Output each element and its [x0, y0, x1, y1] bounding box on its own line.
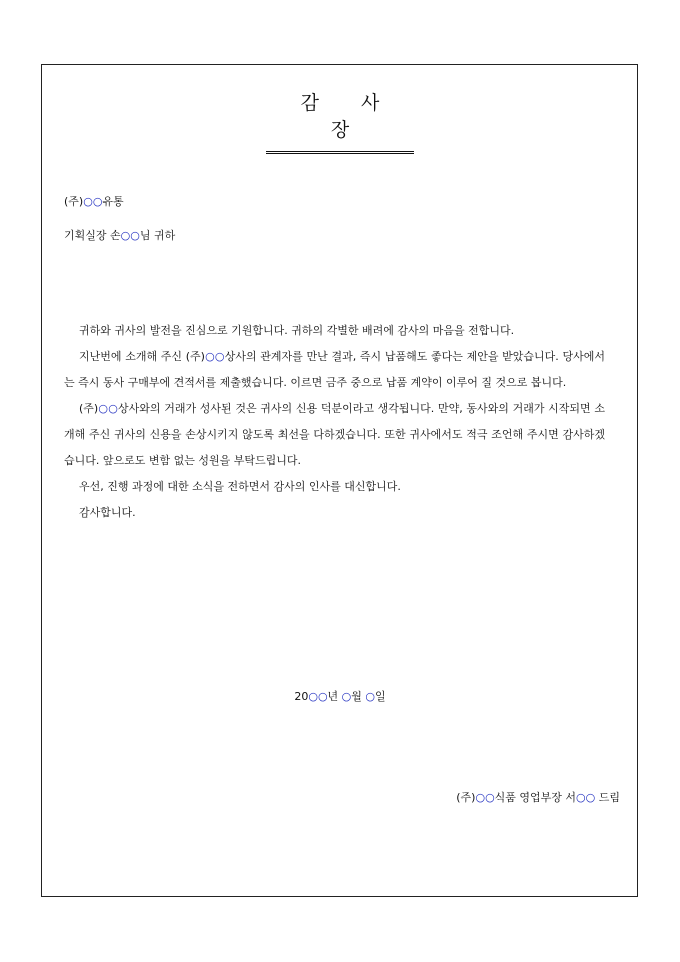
body-paragraph-2: 지난번에 소개해 주신 (주)○○상사의 관계자를 만난 결과, 즉시 납품해도 좋다는 제안을 받았습니다. 당사에서는 즉시 동사 구매부에 견적서를 제출했습니다. 이르면 금주 중으로 납품 계약이 이루어 질 것으로 봅니다. — [64, 350, 605, 389]
recipient-company: (주)○○유통 — [64, 195, 124, 208]
body-paragraph-4: 우선, 진행 과정에 대한 소식을 전하면서 감사의 인사를 대신합니다. — [79, 480, 401, 493]
document-title: 감 사 장 — [266, 88, 414, 154]
sender-signature: (주)○○식품 영업부장 서○○ 드림 — [456, 791, 620, 804]
body-paragraph-3: (주)○○상사와의 거래가 성사된 것은 귀사의 신용 덕분이라고 생각됩니다. 만약, 동사와의 거래가 시작되면 소개해 주신 귀사의 신용을 손상시키지 않도록 최선을 다하겠습니다. 또한 귀사에서도 적극 조언해 주시면 감사하겠습니다. 앞으로도 변함 없는 성원을 부탁드립니다. — [64, 402, 605, 467]
letter-body — [64, 318, 605, 526]
body-paragraph-1: 귀하와 귀사의 발전을 진심으로 기원합니다. 귀하의 각별한 배려에 감사의 마음을 전합니다. — [79, 324, 515, 337]
body-paragraph-5: 감사합니다. — [79, 506, 136, 519]
letter-date: 20○○년 ○월 ○일 — [294, 690, 386, 703]
title-block — [0, 88, 680, 154]
recipient-person: 기획실장 손○○님 귀하 — [64, 229, 176, 242]
